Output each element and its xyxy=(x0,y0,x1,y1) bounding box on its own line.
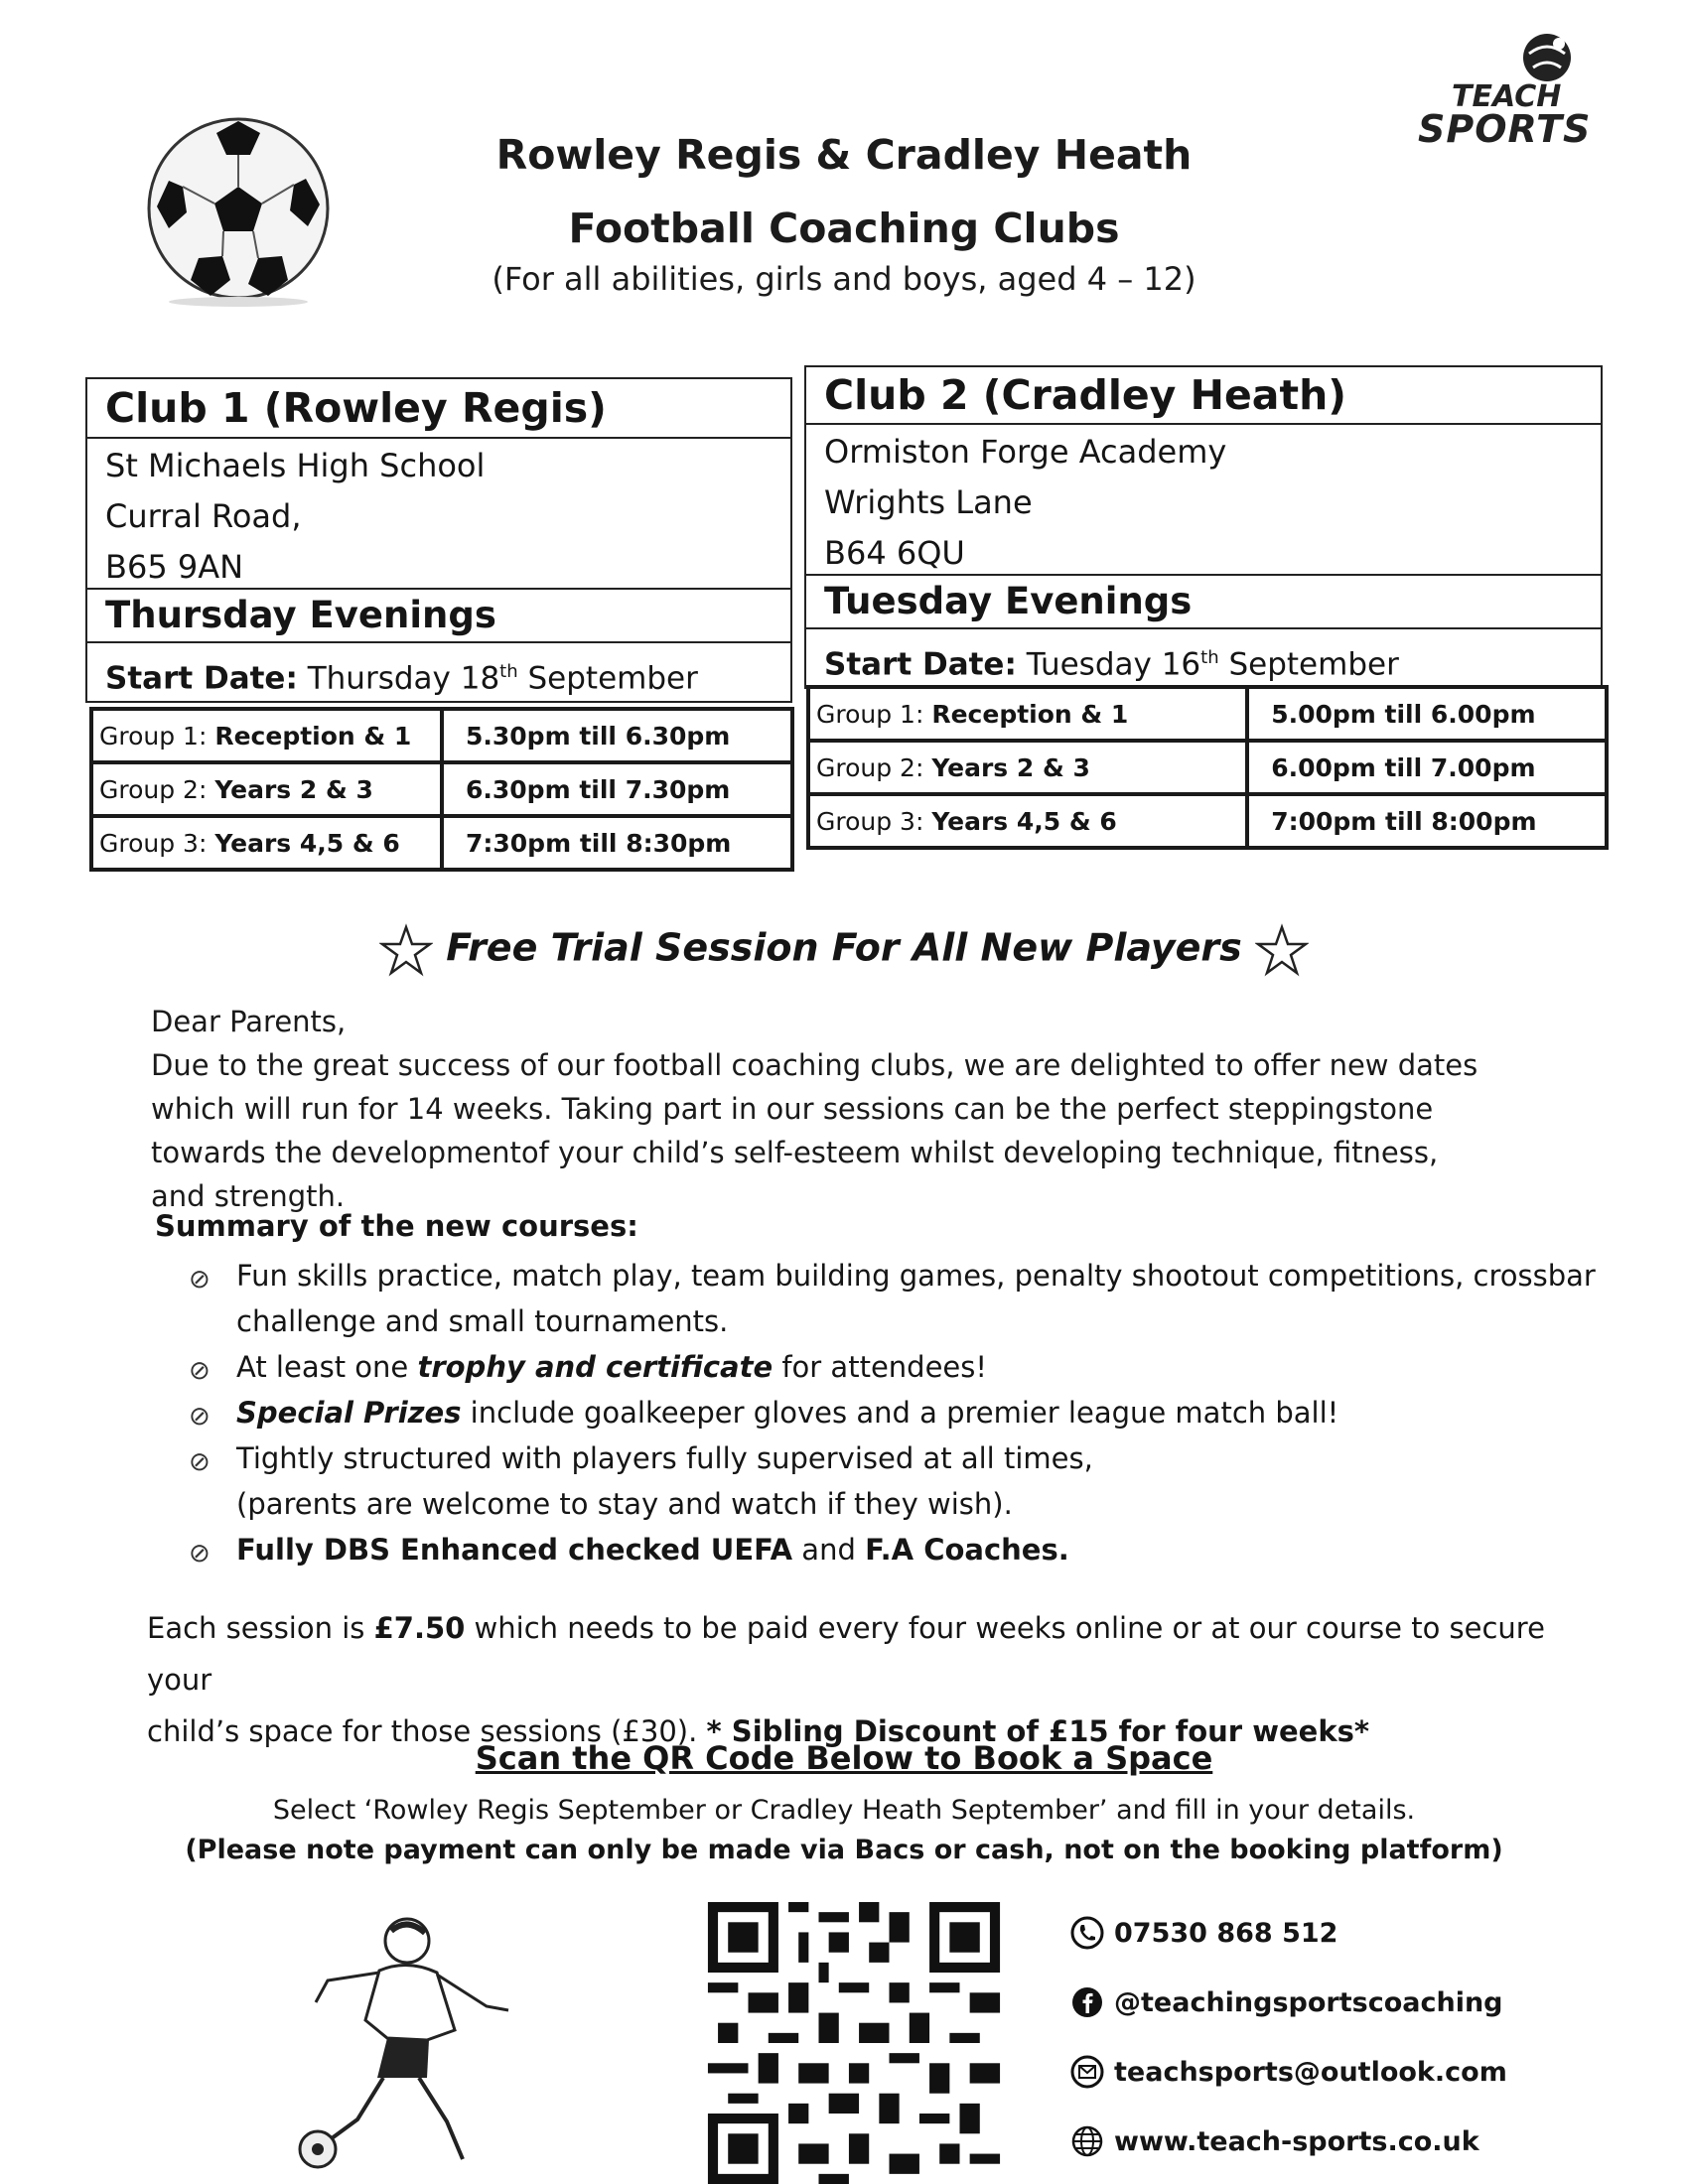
contact-website[interactable] xyxy=(1070,2124,1479,2158)
club-2-start-month: September xyxy=(1228,646,1399,683)
list-item xyxy=(189,1253,1599,1344)
footballer-image xyxy=(288,1911,536,2179)
logo-line1: TEACH xyxy=(1452,79,1562,114)
price-text: Each session is xyxy=(147,1611,374,1645)
club-2-address-line: Ormiston Forge Academy xyxy=(824,433,1227,471)
list-item xyxy=(189,1344,1599,1390)
sibling-discount: * Sibling Discount of £15 for four weeks* xyxy=(706,1714,1370,1748)
header-title-line2: Football Coaching Clubs xyxy=(568,205,1120,252)
bullet-text: At least one xyxy=(236,1350,418,1384)
group-prefix: Group 3: xyxy=(816,806,924,836)
scan-heading: Scan the QR Code Below to Book a Space xyxy=(475,1739,1213,1777)
group-prefix: Group 2: xyxy=(816,752,924,782)
letter-line: which will run for 14 weeks. Taking part in our sessions can be the perfect steppingstone xyxy=(151,1092,1434,1126)
group-time: 6.30pm till 7.30pm xyxy=(442,762,792,816)
group-time: 5.00pm till 6.00pm xyxy=(1247,687,1607,741)
summary-list xyxy=(189,1253,1599,1572)
club-2-box xyxy=(804,365,1603,689)
payment-note: (Please note payment can only be made via Bacs or cash, not on the booking platform) xyxy=(185,1835,1503,1865)
group-prefix: Group 1: xyxy=(99,721,208,751)
group-time: 5.30pm till 6.30pm xyxy=(442,709,792,762)
letter-line: Due to the great success of our football coaching clubs, we are delighted to offer new dates xyxy=(151,1048,1478,1082)
group-prefix: Group 1: xyxy=(816,699,924,729)
club-2-groups-table xyxy=(806,685,1609,850)
club-1-start-label: Start Date: xyxy=(105,660,298,697)
group-name: Reception & 1 xyxy=(931,699,1129,729)
star-icon xyxy=(1255,923,1309,977)
table-row xyxy=(91,762,792,816)
check-circle-icon: ⊘ xyxy=(189,1539,211,1569)
qr-code-image[interactable] xyxy=(707,1902,1001,2184)
club-1-start-date xyxy=(87,643,790,701)
club-1-start-value: Thursday 18 xyxy=(307,660,500,697)
header-subtitle: (For all abilities, girls and boys, aged 4 – 12) xyxy=(492,260,1196,298)
check-circle-icon: ⊘ xyxy=(189,1447,211,1477)
check-circle-icon: ⊘ xyxy=(189,1356,211,1386)
club-2-address-line: Wrights Lane xyxy=(824,483,1033,521)
club-2-day: Tuesday Evenings xyxy=(806,576,1601,629)
club-2-title: Club 2 (Cradley Heath) xyxy=(806,367,1601,425)
facebook-handle: @teachingsportscoaching xyxy=(1114,1986,1503,2018)
club-2-start-date xyxy=(806,629,1601,687)
letter-line: and strength. xyxy=(151,1179,346,1213)
club-1-start-month: September xyxy=(527,660,698,697)
price-text: which needs to be paid every four weeks online or at our course to secure your xyxy=(147,1611,1545,1697)
group-prefix: Group 2: xyxy=(99,774,208,804)
club-1-address-line: St Michaels High School xyxy=(105,447,486,484)
group-cell xyxy=(91,762,442,816)
bullet-emphasis: F.A Coaches. xyxy=(865,1533,1069,1567)
group-name: Reception & 1 xyxy=(214,721,412,751)
list-item xyxy=(189,1390,1599,1435)
bullet-emphasis: Special Prizes xyxy=(236,1396,462,1430)
club-2-start-suffix: th xyxy=(1200,647,1219,668)
facebook-icon xyxy=(1070,1985,1104,2019)
contact-facebook[interactable] xyxy=(1070,1985,1503,2019)
club-2-address-line: B64 6QU xyxy=(824,534,965,572)
summary-heading: Summary of the new courses: xyxy=(155,1209,638,1243)
club-1-day: Thursday Evenings xyxy=(87,590,790,643)
group-prefix: Group 3: xyxy=(99,828,208,858)
phone-number: 07530 868 512 xyxy=(1114,1917,1338,1949)
club-1-groups-table xyxy=(89,707,794,872)
club-1-address xyxy=(87,439,790,590)
group-name: Years 4,5 & 6 xyxy=(214,828,400,858)
free-trial-text: Free Trial Session For All New Players xyxy=(446,925,1242,970)
logo-ball-icon xyxy=(1519,30,1575,85)
price-text: child’s space for those sessions (£30). xyxy=(147,1714,707,1748)
check-circle-icon: ⊘ xyxy=(189,1402,211,1432)
table-row xyxy=(808,741,1607,794)
bullet-emphasis: trophy and certificate xyxy=(417,1350,774,1384)
bullet-text: for attendees! xyxy=(773,1350,987,1384)
group-cell xyxy=(808,794,1247,848)
bullet-text: challenge and small tournaments. xyxy=(236,1304,729,1338)
table-row xyxy=(91,709,792,762)
phone-icon xyxy=(1070,1916,1104,1950)
group-cell xyxy=(808,687,1247,741)
price-paragraph xyxy=(147,1602,1607,1757)
website-url: www.teach-sports.co.uk xyxy=(1114,2125,1479,2157)
table-row xyxy=(808,794,1607,848)
club-2-start-label: Start Date: xyxy=(824,646,1017,683)
group-time: 7:30pm till 8:30pm xyxy=(442,816,792,870)
contact-email[interactable] xyxy=(1070,2055,1507,2089)
bullet-text: (parents are welcome to stay and watch if they wish). xyxy=(236,1487,1013,1521)
price-line xyxy=(147,1602,1607,1706)
group-cell xyxy=(91,709,442,762)
star-icon xyxy=(379,923,433,977)
group-cell xyxy=(808,741,1247,794)
header-title-line1: Rowley Regis & Cradley Heath xyxy=(495,131,1193,179)
email-address: teachsports@outlook.com xyxy=(1114,2056,1507,2088)
free-trial-banner xyxy=(0,923,1688,977)
club-1-start-suffix: th xyxy=(499,661,518,682)
email-icon xyxy=(1070,2055,1104,2089)
table-row xyxy=(91,816,792,870)
group-name: Years 4,5 & 6 xyxy=(931,806,1117,836)
bullet-text: Tightly structured with players fully supervised at all times, xyxy=(236,1441,1093,1475)
bullet-text: include goalkeeper gloves and a premier league match ball! xyxy=(461,1396,1339,1430)
group-time: 6.00pm till 7.00pm xyxy=(1247,741,1607,794)
club-2-start-value: Tuesday 16 xyxy=(1026,646,1201,683)
group-time: 7:00pm till 8:00pm xyxy=(1247,794,1607,848)
group-name: Years 2 & 3 xyxy=(214,774,373,804)
list-item xyxy=(189,1435,1599,1527)
bullet-emphasis: Fully DBS Enhanced checked UEFA xyxy=(236,1533,793,1567)
club-1-box xyxy=(85,377,792,703)
contact-phone[interactable] xyxy=(1070,1916,1337,1950)
club-1-address-line: B65 9AN xyxy=(105,548,244,586)
globe-icon xyxy=(1070,2124,1104,2158)
logo-line2: SPORTS xyxy=(1418,107,1592,151)
bullet-text: Fun skills practice, match play, team building games, penalty shootout competitions, crossbar xyxy=(236,1259,1596,1293)
club-1-title: Club 1 (Rowley Regis) xyxy=(87,379,790,439)
bullet-text: and xyxy=(792,1533,866,1567)
club-1-address-line: Curral Road, xyxy=(105,497,302,535)
check-circle-icon: ⊘ xyxy=(189,1265,211,1295)
letter-greeting: Dear Parents, xyxy=(151,1005,347,1038)
letter-line: towards the developmentof your child’s self-esteem whilst developing technique, fitness, xyxy=(151,1136,1439,1169)
booking-instructions: Select ‘Rowley Regis September or Cradley Heath September’ and fill in your details. xyxy=(272,1795,1416,1826)
list-item xyxy=(189,1527,1599,1572)
group-name: Years 2 & 3 xyxy=(931,752,1090,782)
club-2-address xyxy=(806,425,1601,576)
group-cell xyxy=(91,816,442,870)
table-row xyxy=(808,687,1607,741)
price-amount: £7.50 xyxy=(373,1611,466,1645)
